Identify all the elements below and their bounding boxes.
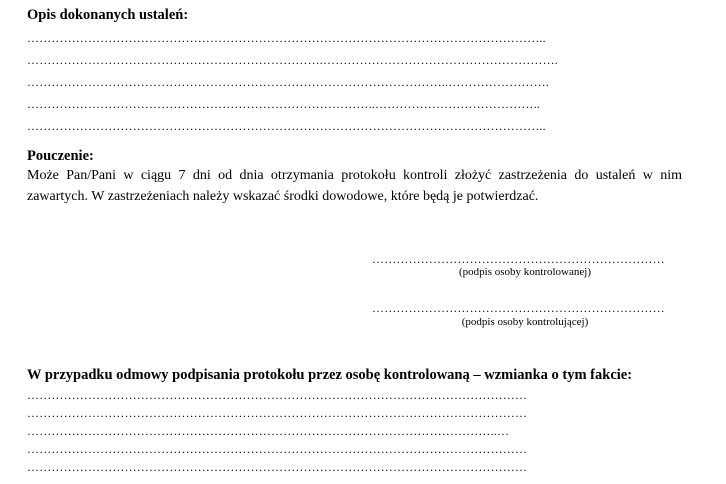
findings-line-4: …………………………………………………………………………..………………………………….. (27, 97, 540, 111)
instruction-text: Może Pan/Pani w ciągu 7 dni od dnia otrzymania protokołu kontroli złożyć zastrzeżenia do ustaleń w nim zawartych. W zastrzeżeniach należy wskazać środki dowodowe, które będą je potwierdzać. (27, 168, 682, 204)
refusal-line-3: ……………………………………………………………………………………………………..… (27, 424, 510, 438)
signature-line-controller: ……………………………………………………………… (372, 301, 665, 315)
refusal-line-4: …………………………………………………………………………………………………………… (27, 442, 528, 456)
signature-caption-controller: (podpis osoby kontrolującej) (461, 316, 589, 328)
findings-line-5: ……………………………………………………………………………………………………………….. (27, 119, 546, 133)
signature-line-controlled: ……………………………………………………………… (372, 252, 665, 266)
refusal-line-1: …………………………………………………………………………………………………………… (27, 388, 528, 402)
refusal-line-2: …………………………………………………………………………………………………………… (27, 406, 528, 420)
findings-line-3: …………………………………………………………………………………………..……………………. (27, 75, 549, 89)
instruction-heading: Pouczenie: (27, 148, 94, 164)
findings-heading: Opis dokonanych ustaleń: (27, 7, 189, 23)
refusal-line-5: …………………………………………………………………………………………………………… (27, 460, 528, 474)
signature-caption-controlled: (podpis osoby kontrolowanej) (459, 266, 591, 278)
refusal-heading: W przypadku odmowy podpisania protokołu przez osobę kontrolowaną – wzmianka o tym fakcie: (27, 367, 633, 383)
findings-line-1: ……………………………………………………………………………………………………………….. (27, 31, 546, 45)
findings-line-2: ……………………………………………………………….…………………………………………………. (27, 53, 558, 67)
